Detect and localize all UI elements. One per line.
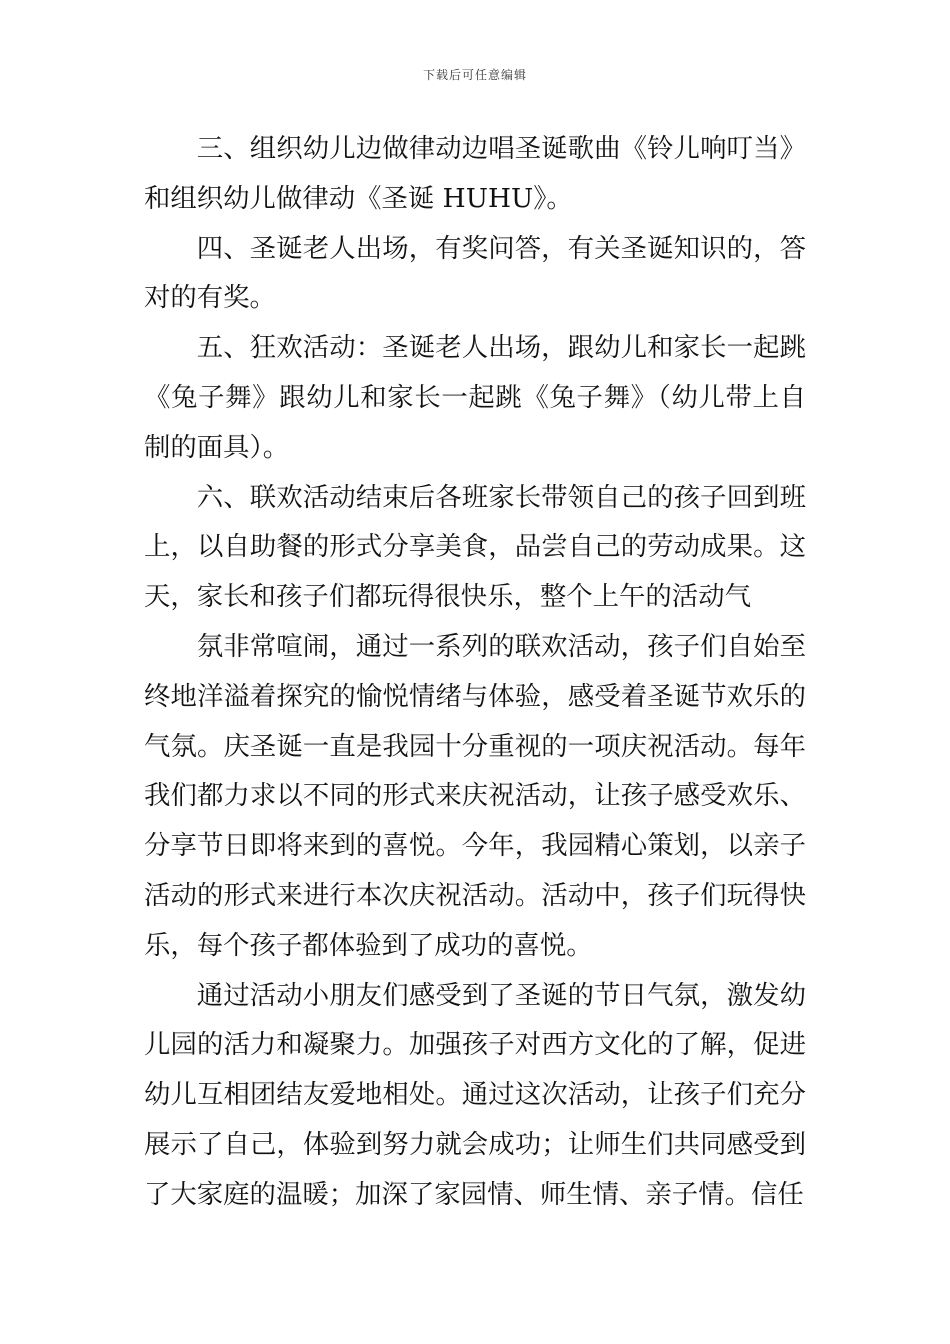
paragraph-activity-3: 三、组织幼儿边做律动边唱圣诞歌曲《铃儿响叮当》和组织幼儿做律动《圣诞 HUHU》。: [144, 133, 806, 214]
paragraph-atmosphere: 氛非常喧闹，通过一系列的联欢活动，孩子们自始至终地洋溢着探究的愉悦情绪与体验，感受着圣诞节欢乐的气氛。庆圣诞一直是我园十分重视的一项庆祝活动。每年我们都力求以不同的形式来庆祝活动，让孩子感受欢乐、分享节日即将来到的喜悦。今年，我园精心策划，以亲子活动的形式来进行本次庆祝活动。活动中，孩子们玩得快乐，每个孩子都体验到了成功的喜悦。: [144, 630, 806, 961]
document-body: [144, 124, 806, 1220]
page-header: 下载后可任意编辑: [422, 68, 527, 82]
paragraph-activity-4: 四、圣诞老人出场，有奖问答，有关圣诞知识的，答对的有奖。: [144, 232, 806, 314]
paragraph-activity-5: 五、狂欢活动：圣诞老人出场，跟幼儿和家长一起跳《兔子舞》跟幼儿和家长一起跳《兔子舞》（幼儿带上自制的面具）。: [144, 332, 806, 463]
paragraph-activity-6: 六、联欢活动结束后各班家长带领自己的孩子回到班上，以自助餐的形式分享美食，品尝自己的劳动成果。这天，家长和孩子们都玩得很快乐，整个上午的活动气: [144, 481, 806, 613]
paragraph-summary: 通过活动小朋友们感受到了圣诞的节日气氛，激发幼儿园的活力和凝聚力。加强孩子对西方文化的了解，促进幼儿互相团结友爱地相处。通过这次活动，让孩子们充分展示了自己，体验到努力就会成功；让师生们共同感受到了大家庭的温暖；加深了家园情、师生情、亲子情。信任: [144, 979, 806, 1210]
